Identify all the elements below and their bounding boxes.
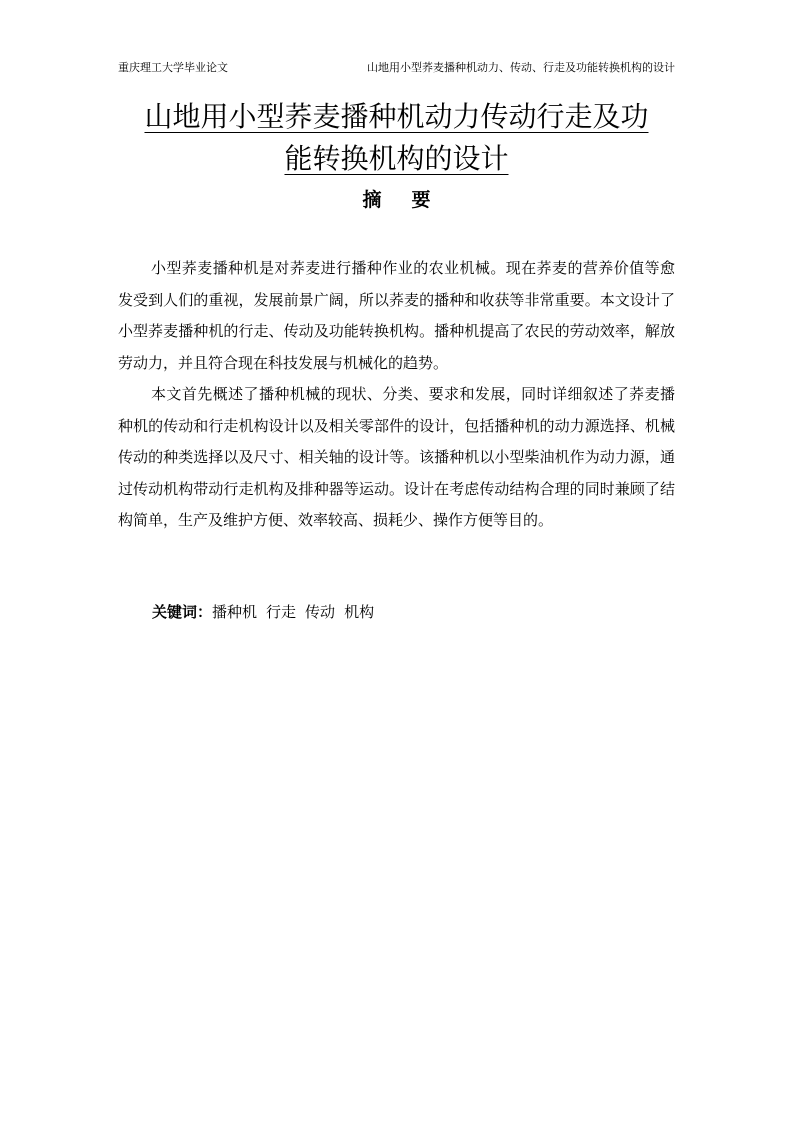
thesis-title-line-2: 能转换机构的设计 [284,142,509,175]
keyword-item: 传动 [305,603,336,621]
thesis-title [118,96,675,180]
keyword-item: 机构 [344,603,375,621]
keywords-label: 关键词： [152,603,213,621]
header-divider [118,79,675,80]
abstract-body [118,253,675,537]
header-university: 重庆理工大学毕业论文 [118,61,228,74]
keyword-item: 播种机 [212,603,258,621]
header-thesis-title: 山地用小型荞麦播种机动力、传动、行走及功能转换机构的设计 [367,61,675,74]
abstract-paragraph-1: 小型荞麦播种机是对荞麦进行播种作业的农业机械。现在荞麦的营养价值等愈发受到人们的重视，发展前景广阔，所以荞麦的播种和收获等非常重要。本文设计了小型荞麦播种机的行走、传动及功能转换机构。播种机提高了农民的劳动效率，解放劳动力，并且符合现在科技发展与机械化的趋势。 [118,259,675,372]
running-header [118,59,675,77]
abstract-heading: 摘要 [362,189,461,211]
keywords-line [152,599,672,625]
thesis-title-line-1: 山地用小型荞麦播种机动力传动行走及功 [144,100,649,133]
abstract-paragraph-2: 本文首先概述了播种机械的现状、分类、要求和发展，同时详细叙述了荞麦播种机的传动和行走机构设计以及相关零部件的设计，包括播种机的动力源选择、机械传动的种类选择以及尺寸、相关轴的设计等。该播种机以小型柴油机作为动力源，通过传动机构带动行走机构及排种器等运动。设计在考虑传动结构合理的同时兼顾了结构简单，生产及维护方便、效率较高、损耗少、操作方便等目的。 [118,385,675,529]
keyword-item: 行走 [266,603,297,621]
